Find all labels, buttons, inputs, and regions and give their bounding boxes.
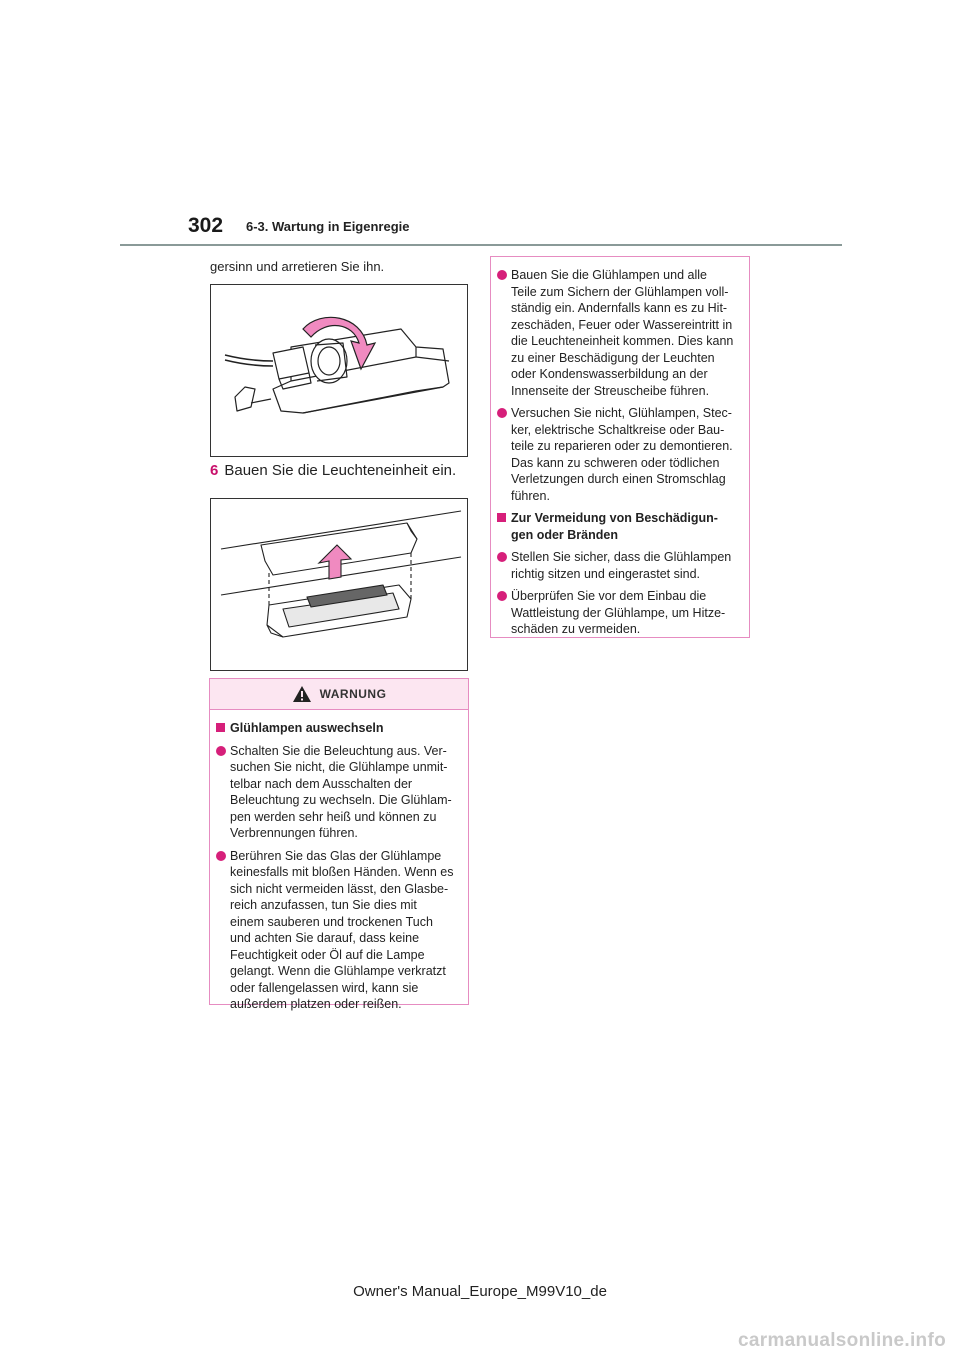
square-bullet-icon <box>497 513 506 522</box>
warning-text: Überprüfen Sie vor dem Einbau die Wattleistung der Glühlampe, um Hitze- schäden zu vermeiden. <box>511 589 726 636</box>
section-title: 6-3. Wartung in Eigenregie <box>246 219 410 234</box>
bulb-socket-illustration <box>211 285 467 456</box>
header-rule <box>120 244 842 246</box>
warning-box-right <box>490 256 750 638</box>
circle-bullet-icon <box>497 552 507 562</box>
warning-text: Bauen Sie die Glühlampen und alle Teile zum Sichern der Glühlampen voll- ständig ein. Andernfalls kann es zu Hit- zeschäden, Feuer oder Wassereintritt in die Leuchteneinheit kommen. Dies kann zu einer Beschädigung der Leuchten oder Kondenswasserbildung an der Innenseite der Streuscheibe führen. <box>511 268 734 398</box>
warning-text: Versuchen Sie nicht, Glühlampen, Stec- ker, elektrische Schaltkreise oder Bau- teile zu reparieren oder zu demontieren. Das kann zu schweren oder tödlichen Verletzungen durch einen Stromschlag führen. <box>511 406 733 503</box>
warning-text: Glühlampen auswechseln <box>230 721 384 735</box>
warning-bullet-item <box>497 267 743 399</box>
warning-triangle-icon <box>292 685 312 703</box>
warning-text: Schalten Sie die Beleuchtung aus. Ver- suchen Sie nicht, die Glühlampe unmit- telbar nach dem Ausschalten der Beleuchtung zu wechseln. Die Glühlam- pen werden sehr heiß und können zu Verbrennungen führen. <box>230 743 452 840</box>
warning-text: Zur Vermeidung von Beschädigun- gen oder Bränden <box>511 511 718 542</box>
figure-bulb-socket-rotation <box>210 284 468 457</box>
lamp-unit-illustration <box>211 499 467 670</box>
warning-subheading <box>216 720 462 737</box>
watermark: carmanualsonline.info <box>738 1330 946 1351</box>
warning-box-left <box>209 678 469 1011</box>
warning-text: Berühren Sie das Glas der Glühlampe keinesfalls mit bloßen Händen. Wenn es sich nicht vermeiden lässt, den Glasbe- reich anzufassen, tun Sie dies mit einem sauberen und trockenen Tuch und achten Sie darauf, dass keine Feuchtigkeit oder Öl auf die Lampe gelangt. Wenn die Glühlampe verkratzt oder fallengelassen wird, kann sie außerdem platzen oder reißen. <box>230 848 454 1011</box>
square-bullet-icon <box>216 723 225 732</box>
circle-bullet-icon <box>216 746 226 756</box>
warning-body-right <box>491 257 749 642</box>
intro-text: gersinn und arretieren Sie ihn. <box>210 259 385 274</box>
warning-subheading <box>497 510 743 543</box>
warning-bullet-item <box>497 588 743 638</box>
step-number: 6 <box>210 462 219 479</box>
circle-bullet-icon <box>497 591 507 601</box>
warning-label: WARNUNG <box>319 687 387 701</box>
figure-lamp-unit-installation <box>210 498 468 671</box>
step-6 <box>210 461 472 481</box>
warning-text: Stellen Sie sicher, dass die Glühlampen richtig sitzen und eingerastet sind. <box>511 550 732 581</box>
circle-bullet-icon <box>216 851 226 861</box>
warning-bullet-item <box>497 405 743 504</box>
page-number: 302 <box>188 214 224 237</box>
warning-bullet-item <box>497 549 743 582</box>
footer-manual-id: Owner's Manual_Europe_M99V10_de <box>353 1283 607 1300</box>
circle-bullet-icon <box>497 270 507 280</box>
warning-bullet-item <box>216 848 462 1013</box>
warning-header <box>210 679 468 710</box>
step-text: Bauen Sie die Leuchteneinheit ein. <box>224 462 457 479</box>
circle-bullet-icon <box>497 408 507 418</box>
warning-bullet-item <box>216 743 462 842</box>
warning-body-left <box>210 710 468 1017</box>
